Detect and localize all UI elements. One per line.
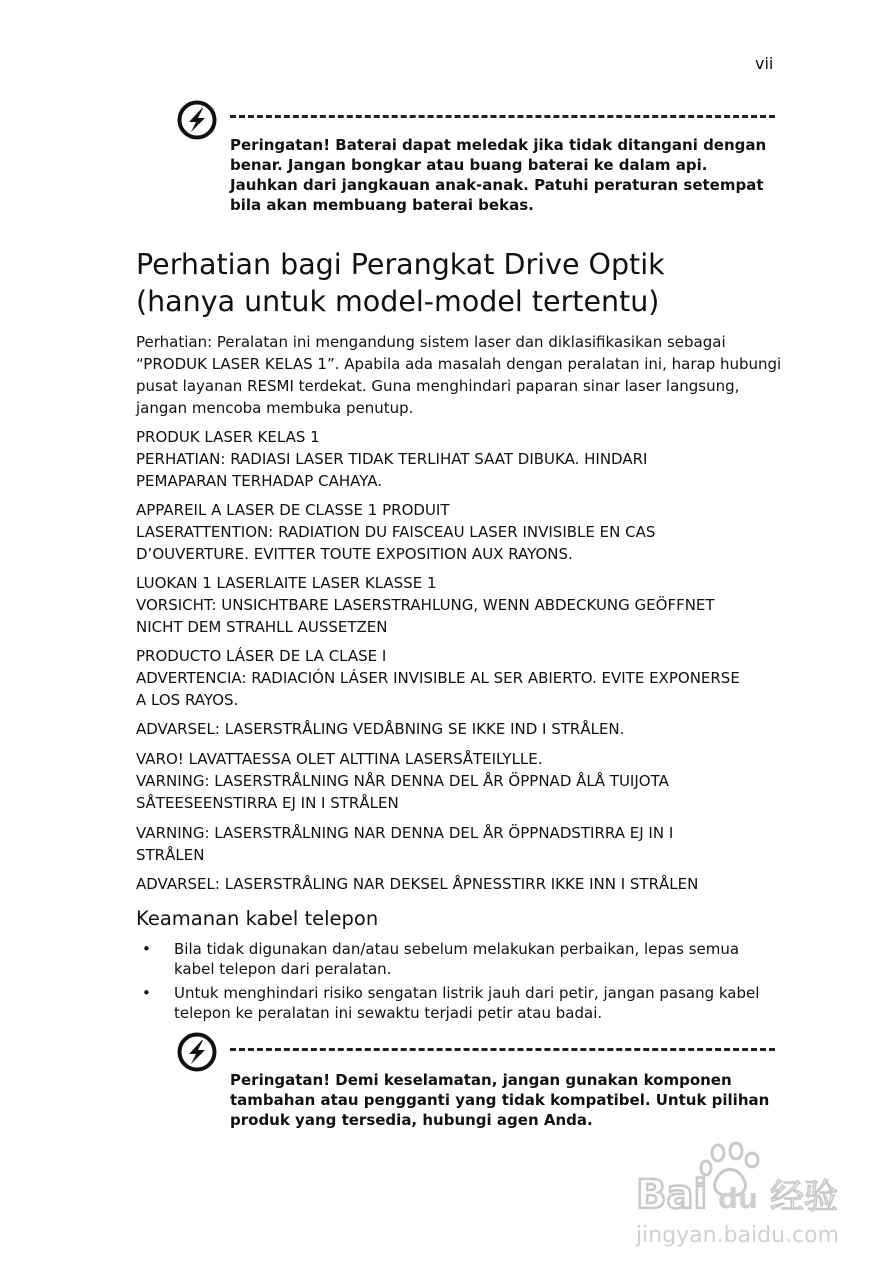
watermark-url: jingyan.baidu.com [636, 1223, 840, 1248]
notice-line: STRÅLEN [136, 846, 205, 864]
watermark-brand-right: du [718, 1182, 758, 1215]
section-title [136, 246, 665, 320]
notice-line: SÅTEESEENSTIRRA EJ IN I STRÅLEN [136, 794, 399, 812]
laser-notice-spanish [136, 645, 786, 711]
notice-line: NICHT DEM STRAHLL AUSSETZEN [136, 618, 388, 636]
notice-line: VARO! LAVATTAESSA OLET ALTTINA LASERSÅTEILYLLE. [136, 750, 543, 768]
page-number: vii [755, 54, 774, 73]
intro-paragraph: Perhatian: Peralatan ini mengandung sistem laser dan diklasifikasikan sebagai “PRODUK LASER KELAS 1”. Apabila ada masalah dengan peralatan ini, harap hubungi pusat layanan RESMI terdekat. Guna menghindari paparan sinar laser langsung, jangan mencoba membuka penutup. [136, 333, 782, 417]
laser-notice-norwegian [136, 873, 786, 895]
notice-line: A LOS RAYOS. [136, 691, 239, 709]
warning-text: Peringatan! Demi keselamatan, jangan gunakan komponen tambahan atau pengganti yang tidak kompatibel. Untuk pilihan produk yang tersedia, hubungi agen Anda. [230, 1071, 770, 1129]
laser-notice-french [136, 499, 786, 565]
bullet-marker: • [142, 940, 151, 958]
section-title-line-1: Perhatian bagi Perangkat Drive Optik [136, 248, 665, 281]
laser-notice-danish [136, 718, 786, 740]
section-title-line-2: (hanya untuk model-model tertentu) [136, 285, 660, 318]
notice-line: VARNING: LASERSTRÅLNING NAR DENNA DEL ÅR ÖPPNADSTIRRA EJ IN I [136, 824, 674, 842]
warning-text: Peringatan! Baterai dapat meledak jika tidak ditangani dengan benar. Jangan bongkar atau buang baterai ke dalam api. Jauhkan dari jangkauan anak-anak. Patuhi peraturan setempat bila akan membuang baterai bekas. [230, 136, 767, 214]
bullet-item: Bila tidak digunakan dan/atau sebelum melakukan perbaikan, lepas semua kabel telepon dari peralatan. [174, 940, 740, 978]
laser-notice-finnish-german [136, 572, 786, 638]
warning-divider [230, 115, 775, 118]
laser-notice-swedish [136, 822, 786, 866]
notice-line: VARNING: LASERSTRÅLNING NÅR DENNA DEL ÅR ÖPPNAD ÅLÅ TUIJOTA [136, 772, 669, 790]
notice-line: LUOKAN 1 LASERLAITE LASER KLASSE 1 [136, 574, 437, 592]
notice-line: PERHATIAN: RADIASI LASER TIDAK TERLIHAT SAAT DIBUKA. HINDARI [136, 450, 648, 468]
bullet-marker: • [142, 984, 151, 1002]
notice-line: APPAREIL A LASER DE CLASSE 1 PRODUIT [136, 501, 450, 519]
laser-notice-indonesian [136, 426, 786, 492]
notice-line: PRODUCTO LÁSER DE LA CLASE I [136, 647, 387, 665]
watermark-cn: 经验 [770, 1177, 838, 1217]
warning-lightning-icon [176, 1031, 218, 1073]
notice-line: ADVERTENCIA: RADIACIÓN LÁSER INVISIBLE AL SER ABIERTO. EVITE EXPONERSE [136, 669, 740, 687]
notice-line: ADVARSEL: LASERSTRÅLING NAR DEKSEL ÅPNESSTIRR IKKE INN I STRÅLEN [136, 875, 699, 893]
notice-line: PRODUK LASER KELAS 1 [136, 428, 320, 446]
bullet-item: Untuk menghindari risiko sengatan listrik jauh dari petir, jangan pasang kabel telepon ke peralatan ini sewaktu terjadi petir atau badai. [174, 984, 760, 1022]
notice-line: LASERATTENTION: RADIATION DU FAISCEAU LASER INVISIBLE EN CAS [136, 523, 656, 541]
notice-line: D’OUVERTURE. EVITTER TOUTE EXPOSITION AUX RAYONS. [136, 545, 573, 563]
notice-line: ADVARSEL: LASERSTRÅLING VEDÅBNING SE IKKE IND I STRÅLEN. [136, 720, 625, 738]
warning-lightning-icon [176, 99, 218, 141]
watermark-brand-left: Bai [636, 1172, 708, 1218]
notice-line: PEMAPARAN TERHADAP CAHAYA. [136, 472, 382, 490]
baidu-watermark [632, 1140, 862, 1265]
warning-divider [230, 1048, 775, 1051]
notice-line: VORSICHT: UNSICHTBARE LASERSTRAHLUNG, WENN ABDECKUNG GEÖFFNET [136, 596, 715, 614]
subsection-title: Keamanan kabel telepon [136, 907, 379, 930]
laser-notice-finnish-swedish [136, 748, 786, 814]
